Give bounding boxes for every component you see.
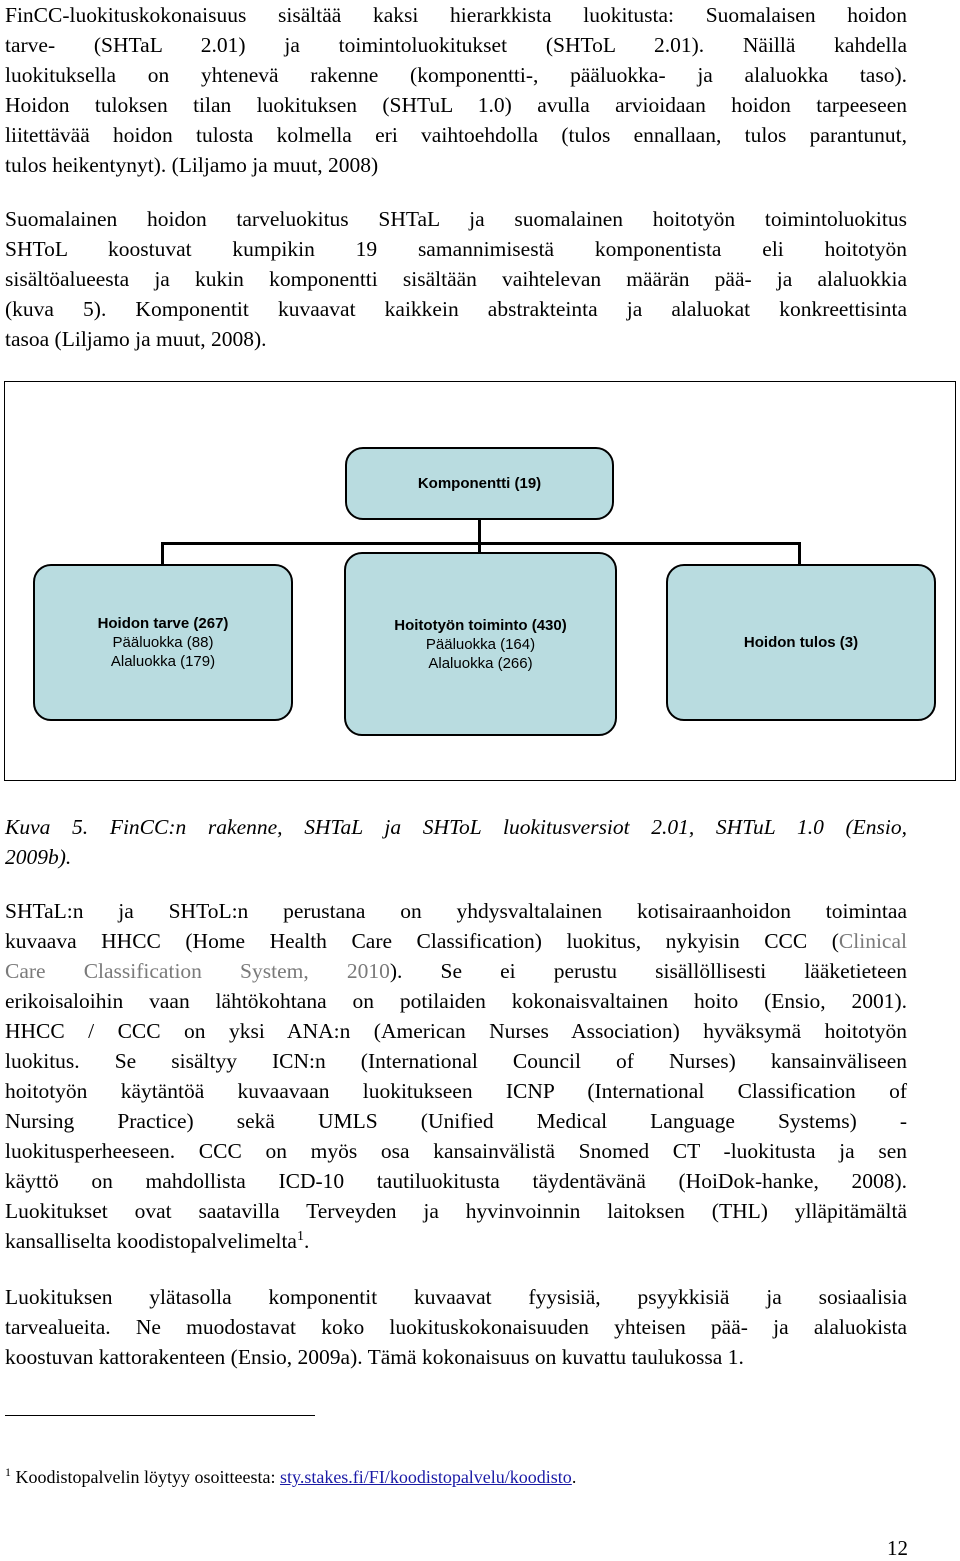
text-line — [5, 926, 907, 956]
text-line: SHTaL:n ja SHToL:n perustana on yhdysvaltalainen kotisairaanhoidon toimintaa — [5, 899, 907, 923]
child-title: Hoidon tarve (267) — [97, 615, 229, 632]
child-sub-alaluokka: Alaluokka (266) — [428, 654, 533, 672]
caption-line: 2009b). — [5, 845, 72, 869]
text-run: ). Se ei perustu sisällöllisesti lääketieteen — [389, 959, 907, 983]
text-line: tulos heikentynyt). (Liljamo ja muut, 2008) — [5, 153, 379, 177]
text-line: tarvealueita. Ne muodostavat koko luokituskokonaisuuden yhteisen pää- ja alaluokista — [5, 1315, 907, 1339]
text-line: Nursing Practice) sekä UMLS (Unified Medical Language Systems) - — [5, 1109, 907, 1133]
footnote-end: . — [571, 1467, 577, 1487]
footnote — [5, 1466, 576, 1488]
child-box-hoidon-tarve — [33, 564, 293, 721]
child-sub-paaluokka: Pääluokka (164) — [425, 635, 536, 653]
text-line: luokituksella on yhtenevä rakenne (komponentti-, pääluokka- ja alaluokka taso). — [5, 63, 907, 87]
paragraph-1 — [5, 0, 907, 180]
text-line: FinCC-luokituskokonaisuus sisältää kaksi hierarkkista luokitusta: Suomalaisen hoidon — [5, 3, 907, 27]
citation-grey: Clinical — [838, 929, 907, 953]
caption-line: Kuva 5. FinCC:n rakenne, SHTaL ja SHToL luokitusversiot 2.01, SHTuL 1.0 (Ensio, — [5, 815, 907, 839]
hierarchy-figure — [4, 381, 956, 781]
footnote-link[interactable]: sty.stakes.fi/FI/koodistopalvelu/koodisto — [279, 1467, 572, 1487]
text-line: Luokituksen ylätasolla komponentit kuvaavat fyysisiä, psyykkisiä ja sosiaalisia — [5, 1285, 907, 1309]
text-line: erikoisaloihin vaan lähtökohtana on potilaiden kokonaisvaltainen hoito (Ensio, 2001). — [5, 989, 907, 1013]
text-line: tarve- (SHTaL 2.01) ja toimintoluokitukset (SHToL 2.01). Näillä kahdella — [5, 33, 907, 57]
paragraph-4 — [5, 1282, 907, 1372]
child-title: Hoidon tulos (3) — [743, 634, 859, 651]
figure-caption — [5, 812, 907, 872]
text-line — [5, 956, 907, 986]
text-line: tasoa (Liljamo ja muut, 2008). — [5, 327, 267, 351]
footnote-ref[interactable]: 1 — [296, 1228, 304, 1244]
text-line: sisältöalueesta ja kukin komponentti sisältään vaihtelevan määrän pää- ja alaluokkia — [5, 267, 907, 291]
text-line — [5, 1226, 907, 1256]
paragraph-2 — [5, 204, 907, 354]
text-line: Luokitukset ovat saatavilla Terveyden ja hyvinvoinnin laitoksen (THL) ylläpitämältä — [5, 1199, 907, 1223]
connector-vertical-right — [798, 542, 801, 564]
root-box-komponentti — [345, 447, 614, 520]
child-box-hoidon-tulos — [666, 564, 936, 721]
footnote-divider — [5, 1415, 315, 1416]
text-line: luokitusperheeseen. CCC on myös osa kansainvälistä Snomed CT -luokitusta ja sen — [5, 1139, 907, 1163]
text-line: hoitotyön käytäntöä kuvaavaan luokitukseen ICNP (International Classification of — [5, 1079, 907, 1103]
text-line: käyttö on mahdollista ICD-10 tautiluokitusta täydentävänä (HoiDok-hanke, 2008). — [5, 1169, 907, 1193]
page-number: 12 — [887, 1536, 908, 1560]
text-line: luokitus. Se sisältyy ICN:n (International Council of Nurses) kansainväliseen — [5, 1049, 907, 1073]
text-line: Hoidon tuloksen tilan luokituksen (SHTuL 1.0) avulla arvioidaan hoidon tarpeeseen — [5, 93, 907, 117]
text-line: (kuva 5). Komponentit kuvaavat kaikkein abstrakteinta ja alaluokat konkreettisinta — [5, 297, 907, 321]
connector-vertical-root — [478, 520, 481, 544]
text-run: kuvaava HHCC (Home Health Care Classification) luokitus, nykyisin CCC ( — [5, 929, 839, 953]
text-line: liitettävää hoidon tulosta kolmella eri vaihtoehdolla (tulos ennallaan, tulos parantunut, — [5, 123, 907, 147]
child-box-hoitotyon-toiminto — [344, 552, 617, 736]
root-label: Komponentti (19) — [417, 475, 542, 492]
footnote-marker: 1 — [5, 1465, 11, 1479]
text-line: HHCC / CCC on yksi ANA:n (American Nurses Association) hyväksymä hoitotyön — [5, 1019, 907, 1043]
connector-vertical-left — [161, 542, 164, 564]
child-sub-paaluokka: Pääluokka (88) — [112, 634, 214, 651]
text-line: Suomalainen hoidon tarveluokitus SHTaL ja suomalainen hoitotyön toimintoluokitus — [5, 207, 907, 231]
text-line: SHToL koostuvat kumpikin 19 samannimisestä komponentista eli hoitotyön — [5, 237, 907, 261]
text-run: kansalliselta koodistopalvelimelta — [5, 1229, 297, 1253]
child-sub-alaluokka: Alaluokka (179) — [110, 653, 216, 670]
text-run: . — [303, 1229, 310, 1253]
footnote-text: Koodistopalvelin löytyy osoitteesta: — [11, 1467, 280, 1487]
paragraph-3 — [5, 896, 907, 1256]
text-line: koostuvan kattorakenteen (Ensio, 2009a). Tämä kokonaisuus on kuvattu taulukossa 1. — [5, 1345, 744, 1369]
connector-horizontal — [161, 542, 801, 545]
child-title: Hoitotyön toiminto (430) — [394, 616, 567, 634]
citation-grey: Care Classification System, 2010 — [5, 959, 390, 983]
